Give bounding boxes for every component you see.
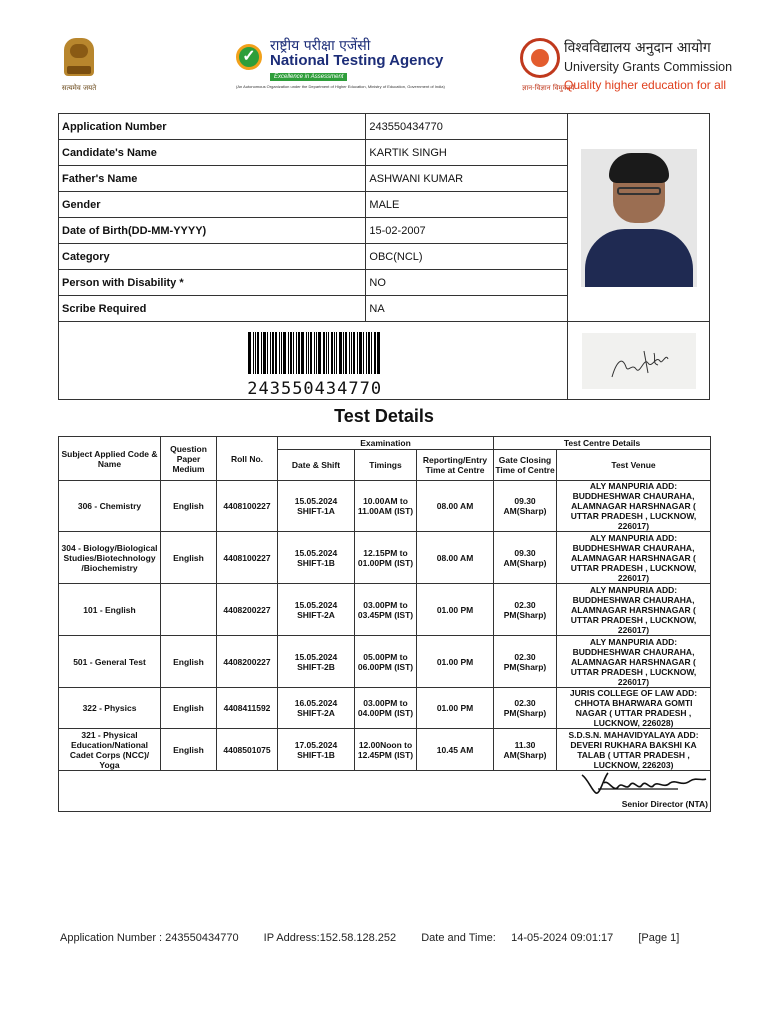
subject-cell: 101 - English [59,584,161,636]
gate-closing-cell: 09.30 AM(Sharp) [494,532,557,584]
info-row [59,114,710,140]
date-shift-cell [278,729,355,771]
footer-ip-address: IP Address:152.58.128.252 [263,932,397,944]
barcode-cell [59,322,568,400]
col-gate-closing-header: Gate Closing Time of Centre [494,450,557,481]
subject-cell: 321 - Physical Education/National Cadet Corps (NCC)/ Yoga [59,729,161,771]
footer-application-number: Application Number : 243550434770 [60,932,239,944]
ugc-quality-tagline: Quality higher education for all [564,78,727,92]
timings-cell: 12.00Noon to 12.45PM (IST) [355,729,417,771]
info-value: OBC(NCL) [366,244,568,270]
col-medium-header: Question Paper Medium [161,437,217,481]
roll-cell: 4408501075 [217,729,278,771]
date-text: 17.05.2024 [294,739,338,750]
shift-text: SHIFT-2A [297,708,335,718]
info-value: ASHWANI KUMAR [366,166,568,192]
check-icon: ✓ [236,44,262,70]
signature-cell [568,322,710,400]
nta-hindi-name: राष्ट्रीय परीक्षा एजेंसी [270,38,371,54]
roll-cell: 4408200227 [217,636,278,688]
emblem-motto: सत्यमेव जयते [61,84,97,92]
shift-text: SHIFT-2B [297,661,335,672]
venue-cell: ALY MANPURIA ADD: BUDDHESHWAR CHAURAHA, ALAMNAGAR HARSHNAGAR ( UTTAR PRADESH , LUCKNOW, 226017) [557,532,711,584]
shift-text: SHIFT-1B [297,557,335,568]
signature-row [59,771,711,812]
authority-signature-cell [59,771,711,812]
gate-closing-cell: 02.30 PM(Sharp) [494,688,557,729]
medium-cell: English [161,636,217,688]
table-row [59,584,711,636]
barcode-icon [248,332,381,374]
test-details-table [58,436,711,812]
test-details-title: Test Details [334,406,434,426]
roll-cell: 4408411592 [217,688,278,729]
authority-signature [578,769,708,809]
nta-english-name: National Testing Agency [270,52,444,69]
col-subject-header: Subject Applied Code & Name [59,437,161,481]
medium-cell: English [161,532,217,584]
venue-cell: ALY MANPURIA ADD: BUDDHESHWAR CHAURAHA, ALAMNAGAR HARSHNAGAR ( UTTAR PRADESH , LUCKNOW, 226017) [557,636,711,688]
col-reporting-header: Reporting/Entry Time at Centre [417,450,494,481]
candidate-photo [581,149,697,287]
page-footer [60,932,701,944]
table-row [59,481,711,532]
roll-cell: 4408200227 [217,584,278,636]
footer-page-number: [Page 1] [638,932,680,944]
gate-closing-cell: 11.30 AM(Sharp) [494,729,557,771]
ugc-seal-icon [520,38,560,78]
state-emblem-logo [56,38,102,100]
lion-capital-icon [64,38,94,76]
subject-cell: 304 - Biology/Biological Studies/Biotechnology /Biochemistry [59,532,161,584]
info-label: Application Number [59,114,366,140]
ugc-english-name: University Grants Commission [564,60,733,74]
shift-text: SHIFT-2A [297,609,335,620]
date-shift-cell [278,636,355,688]
timings-cell: 03.00PM to 04.00PM (IST) [355,688,417,729]
medium-cell: English [161,688,217,729]
info-value: KARTIK SINGH [366,140,568,166]
footer-date-time: Date and Time: 14-05-2024 09:01:17 [421,932,614,944]
col-roll-header: Roll No. [217,437,278,481]
ugc-hindi-name: विश्वविद्यालय अनुदान आयोग [564,40,711,56]
photo-cell [568,114,710,322]
barcode-row [59,322,710,400]
table-row [59,532,711,584]
date-shift-cell [278,481,355,532]
table-row [59,688,711,729]
reporting-cell: 01.00 PM [417,584,494,636]
info-label: Category [59,244,366,270]
header-row [59,437,711,450]
timings-cell: 03.00PM to 03.45PM (IST) [355,584,417,636]
date-shift-cell [278,584,355,636]
info-label: Date of Birth(DD-MM-YYYY) [59,218,366,244]
subject-cell: 501 - General Test [59,636,161,688]
subject-cell: 322 - Physics [59,688,161,729]
venue-cell: ALY MANPURIA ADD: BUDDHESHWAR CHAURAHA, ALAMNAGAR HARSHNAGAR ( UTTAR PRADESH , LUCKNOW, 226017) [557,481,711,532]
info-value: NO [366,270,568,296]
nta-tagline: Excellence in Assessment [270,73,347,81]
gate-closing-cell: 02.30 PM(Sharp) [494,636,557,688]
reporting-cell: 08.00 AM [417,481,494,532]
barcode-number: 243550434770 [247,379,383,399]
info-label: Gender [59,192,366,218]
info-value: MALE [366,192,568,218]
nta-logo [236,36,445,96]
timings-cell: 10.00AM to 11.00AM (IST) [355,481,417,532]
signatory-title: Senior Director (NTA) [621,799,709,809]
candidate-info-table [58,113,710,400]
gate-closing-cell: 09.30 AM(Sharp) [494,481,557,532]
date-text: 15.05.2024 [294,599,338,610]
date-text: 15.05.2024 [294,651,338,662]
col-date-shift-header: Date & Shift [278,450,355,481]
roll-cell: 4408100227 [217,532,278,584]
date-shift-cell [278,532,355,584]
timings-cell: 12.15PM to 01.00PM (IST) [355,532,417,584]
medium-cell [161,584,217,636]
info-label: Candidate's Name [59,140,366,166]
col-centre-details-header: Test Centre Details [494,437,711,450]
reporting-cell: 10.45 AM [417,729,494,771]
ugc-seal-text: ज्ञान-विज्ञान विमुक्तये [522,84,575,92]
subject-cell: 306 - Chemistry [59,481,161,532]
shift-text: SHIFT-1B [297,749,335,760]
page-header [0,30,768,105]
gate-closing-cell: 02.30 PM(Sharp) [494,584,557,636]
info-value: NA [366,296,568,322]
date-text: 16.05.2024 [294,698,338,708]
col-timings-header: Timings [355,450,417,481]
timings-cell: 05.00PM to 06.00PM (IST) [355,636,417,688]
shift-text: SHIFT-1A [297,506,335,516]
info-label: Scribe Required [59,296,366,322]
venue-cell: S.D.S.N. MAHAVIDYALAYA ADD: DEVERI RUKHARA BAKSHI KA TALAB ( UTTAR PRADESH , LUCKNOW, 226203) [557,729,711,771]
date-shift-cell [278,688,355,729]
roll-cell: 4408100227 [217,481,278,532]
medium-cell: English [161,729,217,771]
reporting-cell: 08.00 AM [417,532,494,584]
info-value: 243550434770 [366,114,568,140]
info-value: 15-02-2007 [366,218,568,244]
director-signature-image [578,769,708,797]
table-row [59,636,711,688]
venue-cell: ALY MANPURIA ADD: BUDDHESHWAR CHAURAHA, ALAMNAGAR HARSHNAGAR ( UTTAR PRADESH , LUCKNOW, 226017) [557,584,711,636]
venue-cell: JURIS COLLEGE OF LAW ADD: CHHOTA BHARWARA GOMTI NAGAR ( UTTAR PRADESH , LUCKNOW, 226028) [557,688,711,729]
reporting-cell: 01.00 PM [417,688,494,729]
candidate-signature-image [582,333,696,389]
col-venue-header: Test Venue [557,450,711,481]
date-text: 15.05.2024 [294,547,338,558]
medium-cell: English [161,481,217,532]
info-label: Person with Disability * [59,270,366,296]
ugc-logo [520,36,733,100]
table-row [59,729,711,771]
reporting-cell: 01.00 PM [417,636,494,688]
nta-subtitle: (An Autonomous Organization under the Department of Higher Education, Ministry of Education, Government of India) [236,84,445,89]
info-label: Father's Name [59,166,366,192]
col-examination-header: Examination [278,437,494,450]
date-text: 15.05.2024 [294,496,338,506]
